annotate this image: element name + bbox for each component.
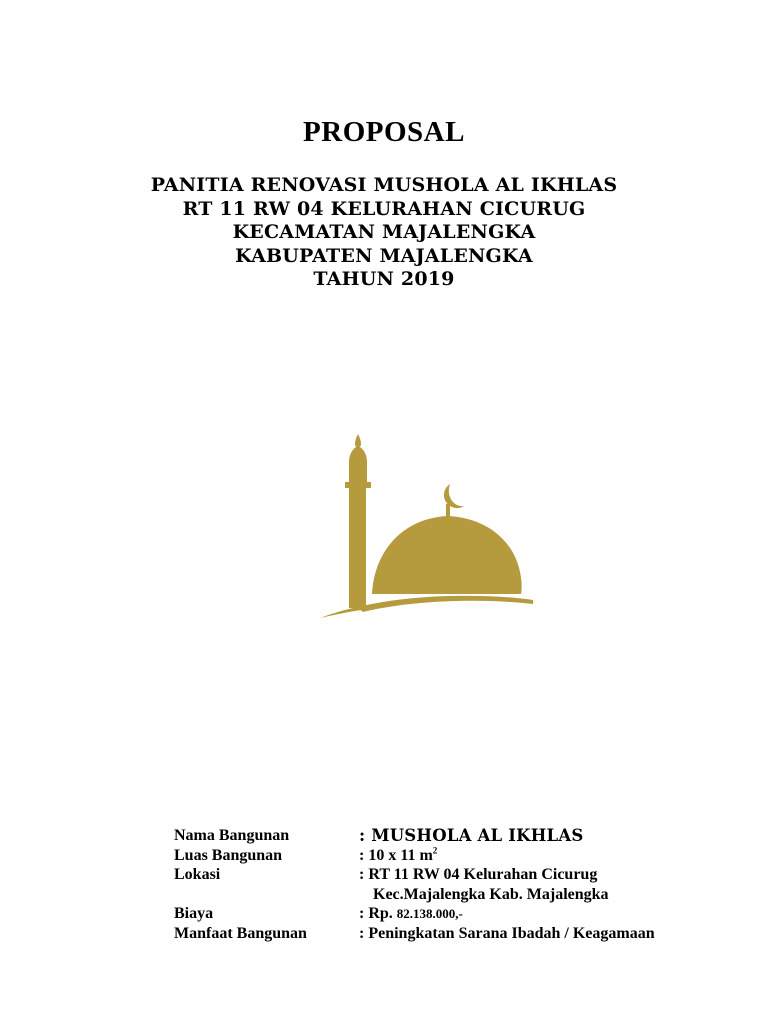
luas-bangunan-text: : 10 x 11 m: [359, 846, 433, 864]
info-row-lokasi: [174, 865, 734, 885]
biaya-amount: 82.138.000,-: [396, 906, 463, 921]
district-line: KECAMATAN MAJALENGKA: [232, 221, 536, 243]
luas-bangunan-value: [359, 846, 734, 866]
luas-bangunan-label: Luas Bangunan: [174, 846, 283, 864]
info-row-lokasi-cont: [174, 885, 734, 905]
biaya-label: Biaya: [174, 905, 214, 922]
regency-line: KABUPATEN MAJALENGKA: [235, 244, 533, 267]
lokasi-value-line2: Kec.Majalengka Kab. Majalengka: [373, 885, 609, 903]
info-row-nama: [174, 826, 734, 846]
nama-bangunan-label: Nama Bangunan: [174, 827, 290, 844]
manfaat-label: Manfaat Bangunan: [174, 924, 307, 942]
address-line: RT 11 RW 04 KELURAHAN CICURUG: [182, 197, 586, 220]
lokasi-value: : RT 11 RW 04 Kelurahan Cicurug: [359, 866, 598, 883]
info-row-manfaat: [174, 924, 734, 944]
biaya-prefix: : Rp.: [359, 905, 397, 922]
building-info: [174, 826, 734, 943]
nama-bangunan-value: : MUSHOLA AL IKHLAS: [359, 826, 584, 845]
info-row-biaya: [174, 904, 734, 924]
square-superscript: 2: [432, 845, 438, 856]
page-title: PROPOSAL: [303, 116, 465, 148]
organizer-heading: [0, 174, 768, 292]
year-line: TAHUN 2019: [313, 268, 455, 290]
manfaat-value: : Peningkatan Sarana Ibadah / Keagamaan: [359, 924, 655, 942]
lokasi-label: Lokasi: [174, 866, 221, 883]
mosque-icon: [318, 432, 538, 622]
committee-name: PANITIA RENOVASI MUSHOLA AL IKHLAS: [150, 174, 618, 196]
biaya-value: [359, 904, 734, 924]
info-row-luas: [174, 846, 734, 866]
empty-label: [174, 885, 359, 905]
